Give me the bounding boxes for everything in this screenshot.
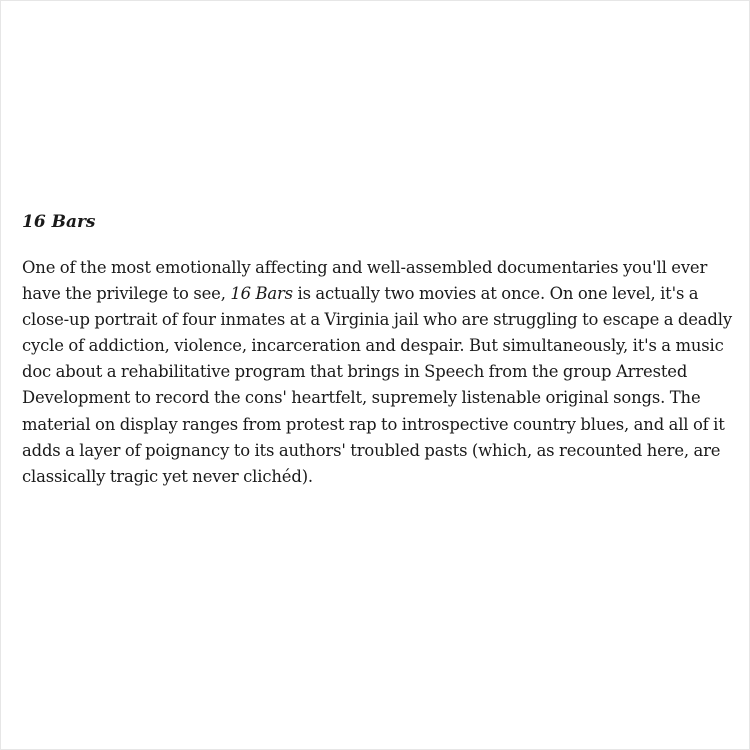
article [22, 207, 734, 490]
paragraph-inline-title: 16 Bars [230, 284, 293, 304]
article-paragraph [22, 255, 734, 490]
paragraph-text-before-title: One of the most emotionally affecting and well-assembled documentaries you'll ever have the privilege to see, [22, 258, 708, 304]
paragraph-text-after-title: is actually two movies at once. On one level, it's a close-up portrait of four inmates at a Virginia jail who are struggling to escape a deadly cycle of addiction, violence, incarceration and despair. But simultaneously, it's a music doc about a rehabilitative program that brings in Speech from the group Arrested Development to record the cons' heartfelt, supremely listenable original songs. The material on display ranges from protest rap to introspective country blues, and all of it adds a layer of poignancy to its authors' troubled pasts (which, as recounted here, are classically tragic yet never clichéd). [22, 284, 732, 486]
article-title: 16 Bars [22, 212, 96, 232]
